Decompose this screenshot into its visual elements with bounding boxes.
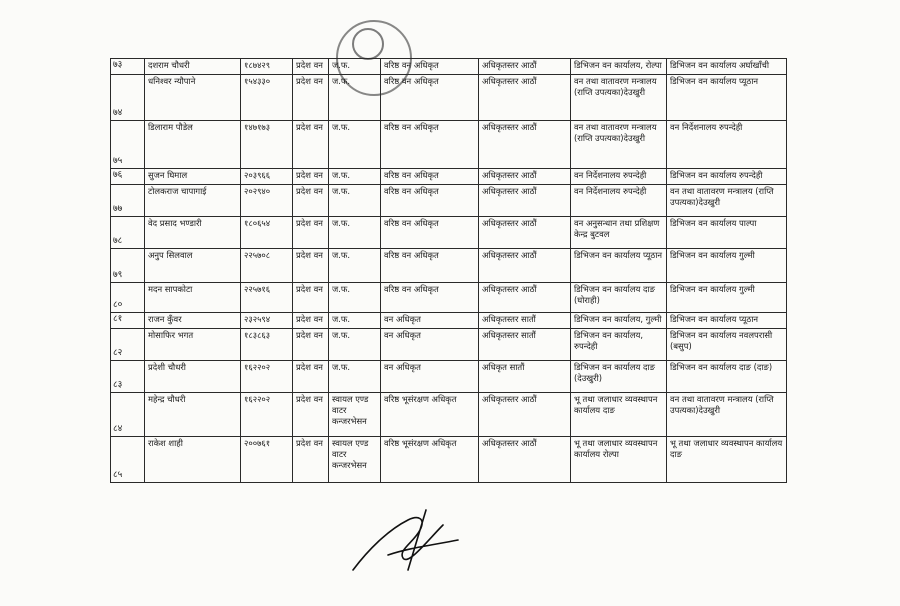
table-row (111, 329, 787, 361)
cell-name: धनिश्वर न्यौपाने (145, 75, 241, 121)
cell-from: वन तथा वातावरण मन्त्रालय (राप्ति उपत्यका)देउखुरी (571, 75, 667, 121)
cell-level: अधिकृतस्तर आठौं (479, 59, 571, 75)
cell-post: वरिष्ठ वन अधिकृत (381, 169, 479, 185)
table-row (111, 361, 787, 393)
office-seal-emblem (352, 28, 384, 60)
cell-from: डिभिजन वन कार्यालय, गुल्मी (571, 313, 667, 329)
cell-level: अधिकृतस्तर आठौं (479, 283, 571, 313)
cell-group: ज.फ. (329, 75, 381, 121)
cell-service: प्रदेश वन (293, 185, 329, 217)
cell-code: २००७६१ (241, 437, 293, 483)
cell-sn: ८३ (111, 361, 145, 393)
cell-post: वरिष्ठ वन अधिकृत (381, 75, 479, 121)
cell-service: प्रदेश वन (293, 313, 329, 329)
cell-code: १५४३३० (241, 75, 293, 121)
cell-group: ज.फ. (329, 329, 381, 361)
cell-group: ज.फ. (329, 169, 381, 185)
cell-post: वरिष्ठ वन अधिकृत (381, 121, 479, 169)
cell-level: अधिकृतस्तर आठौं (479, 75, 571, 121)
cell-code: १८७४२९ (241, 59, 293, 75)
cell-to: डिभिजन वन कार्यालय गुल्मी (667, 249, 787, 283)
cell-code: १६२२०२ (241, 393, 293, 437)
cell-service: प्रदेश वन (293, 329, 329, 361)
cell-from: वन निर्देशनालय रुपन्देही (571, 185, 667, 217)
cell-service: प्रदेश वन (293, 217, 329, 249)
cell-sn: ८० (111, 283, 145, 313)
cell-from: डिभिजन वन कार्यालय प्यूठान (571, 249, 667, 283)
table-row (111, 75, 787, 121)
cell-group: ज.फ. (329, 361, 381, 393)
cell-name: प्रदेशी चौधरी (145, 361, 241, 393)
cell-sn: ८५ (111, 437, 145, 483)
cell-name: मोसाफिर भगत (145, 329, 241, 361)
table-row (111, 185, 787, 217)
cell-code: १८०६५४ (241, 217, 293, 249)
cell-level: अधिकृतस्तर आठौं (479, 169, 571, 185)
table-row (111, 59, 787, 75)
cell-sn: ८२ (111, 329, 145, 361)
cell-sn: ७३ (111, 59, 145, 75)
cell-sn: ७४ (111, 75, 145, 121)
table-row (111, 437, 787, 483)
cell-service: प्रदेश वन (293, 169, 329, 185)
cell-from: भू तथा जलाधार व्यवस्थापन कार्यालय रोल्पा (571, 437, 667, 483)
cell-level: अधिकृतस्तर आठौं (479, 217, 571, 249)
cell-sn: ७७ (111, 185, 145, 217)
cell-group: ज.फ. (329, 313, 381, 329)
cell-group: ज.फ. (329, 121, 381, 169)
table-row (111, 313, 787, 329)
cell-sn: ७५ (111, 121, 145, 169)
cell-post: वरिष्ठ वन अधिकृत (381, 283, 479, 313)
cell-post: वन अधिकृत (381, 361, 479, 393)
cell-from: डिभिजन वन कार्यालय, रुपन्देही (571, 329, 667, 361)
cell-post: वन अधिकृत (381, 313, 479, 329)
cell-name: सुजन घिमाल (145, 169, 241, 185)
table-row (111, 217, 787, 249)
cell-to: डिभिजन वन कार्यालय पाल्पा (667, 217, 787, 249)
cell-from: वन तथा वातावरण मन्त्रालय (राप्ति उपत्यका)देउखुरी (571, 121, 667, 169)
cell-code: २०२९४० (241, 185, 293, 217)
cell-to: डिभिजन वन कार्यालय प्यूठान (667, 75, 787, 121)
cell-code: १६२२०२ (241, 361, 293, 393)
cell-from: वन निर्देशनालय रुपन्देही (571, 169, 667, 185)
cell-sn: ७८ (111, 217, 145, 249)
cell-from: डिभिजन वन कार्यालय दाङ (घोराही) (571, 283, 667, 313)
cell-service: प्रदेश वन (293, 283, 329, 313)
cell-group: ज.फ. (329, 59, 381, 75)
cell-post: वरिष्ठ वन अधिकृत (381, 249, 479, 283)
table-row (111, 283, 787, 313)
cell-code: २२५७१६ (241, 283, 293, 313)
cell-from: भू तथा जलाधार व्यवस्थापन कार्यालय दाङ (571, 393, 667, 437)
cell-to: वन निर्देशनालय रुपन्देही (667, 121, 787, 169)
cell-post: वरिष्ठ वन अधिकृत (381, 185, 479, 217)
cell-to: डिभिजन वन कार्यालय रुपन्देही (667, 169, 787, 185)
cell-service: प्रदेश वन (293, 249, 329, 283)
table-row (111, 249, 787, 283)
table-row (111, 121, 787, 169)
cell-service: प्रदेश वन (293, 121, 329, 169)
cell-service: प्रदेश वन (293, 75, 329, 121)
cell-from: वन अनुसन्धान तथा प्रशिक्षण केन्द्र बुटवल (571, 217, 667, 249)
cell-sn: ८१ (111, 313, 145, 329)
cell-service: प्रदेश वन (293, 393, 329, 437)
table-row (111, 393, 787, 437)
signature (348, 500, 478, 580)
cell-name: राजन कुँवर (145, 313, 241, 329)
cell-code: २३२५९४ (241, 313, 293, 329)
cell-sn: ७६ (111, 169, 145, 185)
cell-to: डिभिजन वन कार्यालय दाङ (दाङ) (667, 361, 787, 393)
cell-name: महेन्द्र चौधरी (145, 393, 241, 437)
cell-name: दशराम चौधरी (145, 59, 241, 75)
cell-group: स्वायल एण्ड वाटर कन्जरभेसन (329, 437, 381, 483)
cell-name: राकेश शाही (145, 437, 241, 483)
cell-level: अधिकृतस्तर सातौं (479, 329, 571, 361)
cell-group: ज.फ. (329, 185, 381, 217)
table-row (111, 169, 787, 185)
cell-name: टोलकराज चापागाई (145, 185, 241, 217)
cell-name: डिलाराम पौडेल (145, 121, 241, 169)
cell-from: डिभिजन वन कार्यालय, रोल्पा (571, 59, 667, 75)
cell-to: वन तथा वातावरण मन्त्रालय (राप्ति उपत्यका)देउखुरी (667, 185, 787, 217)
cell-post: वरिष्ठ भूसंरक्षण अधिकृत (381, 393, 479, 437)
cell-group: ज.फ. (329, 249, 381, 283)
cell-from: डिभिजन वन कार्यालय दाङ (देउखुरी) (571, 361, 667, 393)
cell-to: डिभिजन वन कार्यालय नवलपरासी (बसुप) (667, 329, 787, 361)
cell-group: स्वायल एण्ड वाटर कन्जरभेसन (329, 393, 381, 437)
cell-post: वरिष्ठ वन अधिकृत (381, 59, 479, 75)
cell-level: अधिकृतस्तर आठौं (479, 185, 571, 217)
cell-name: अनुप सिलवाल (145, 249, 241, 283)
cell-name: वेद प्रसाद भण्डारी (145, 217, 241, 249)
cell-code: १८३८६३ (241, 329, 293, 361)
cell-service: प्रदेश वन (293, 361, 329, 393)
cell-to: भू तथा जलाधार व्यवस्थापन कार्यालय दाङ (667, 437, 787, 483)
cell-group: ज.फ. (329, 283, 381, 313)
cell-to: डिभिजन वन कार्यालय अर्घाखाँची (667, 59, 787, 75)
transfer-table (110, 58, 787, 483)
cell-service: प्रदेश वन (293, 59, 329, 75)
cell-sn: ७९ (111, 249, 145, 283)
cell-to: डिभिजन वन कार्यालय गुल्मी (667, 283, 787, 313)
cell-to: वन तथा वातावरण मन्त्रालय (राप्ति उपत्यका)देउखुरी (667, 393, 787, 437)
cell-to: डिभिजन वन कार्यालय प्यूठान (667, 313, 787, 329)
cell-post: वरिष्ठ वन अधिकृत (381, 217, 479, 249)
cell-post: वन अधिकृत (381, 329, 479, 361)
cell-sn: ८४ (111, 393, 145, 437)
cell-service: प्रदेश वन (293, 437, 329, 483)
cell-level: अधिकृतस्तर आठौं (479, 393, 571, 437)
cell-code: २२५७०८ (241, 249, 293, 283)
cell-level: अधिकृतस्तर सातौं (479, 313, 571, 329)
cell-level: अधिकृतस्तर आठौं (479, 249, 571, 283)
cell-code: १४७१७३ (241, 121, 293, 169)
cell-name: मदन सापकोटा (145, 283, 241, 313)
cell-level: अधिकृत सातौं (479, 361, 571, 393)
cell-level: अधिकृतस्तर आठौं (479, 437, 571, 483)
cell-post: वरिष्ठ भूसंरक्षण अधिकृत (381, 437, 479, 483)
cell-level: अधिकृतस्तर आठौं (479, 121, 571, 169)
cell-group: ज.फ. (329, 217, 381, 249)
cell-code: २०३९६६ (241, 169, 293, 185)
